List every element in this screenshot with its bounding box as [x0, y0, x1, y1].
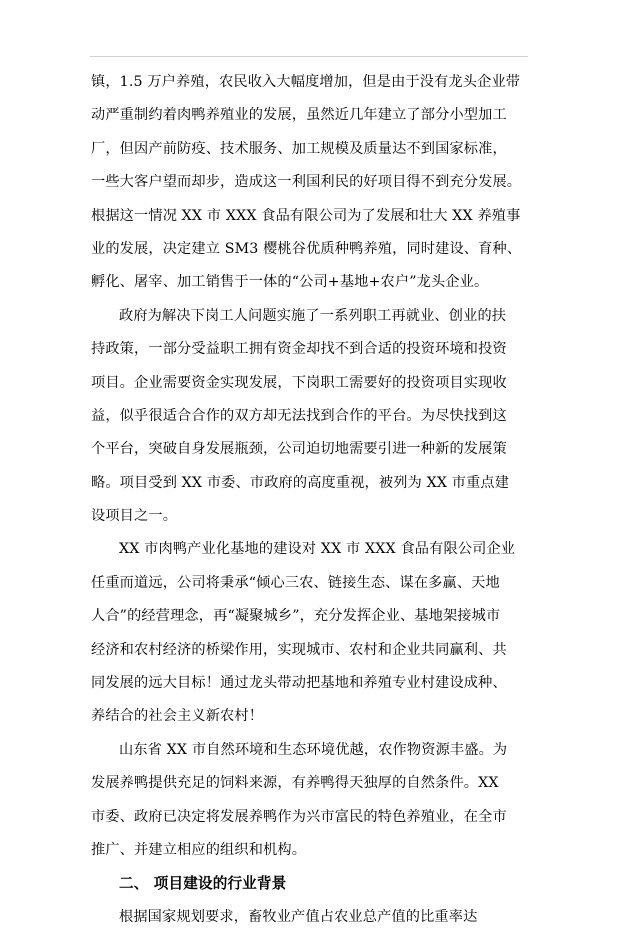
paragraph-line: XX 市肉鸭产业化基地的建设对 XX 市 XXX 食品有限公司企业	[119, 541, 516, 558]
paragraph-line: 项目。企业需要资金实现发展，下岗职工需要好的投资项目实现收	[91, 374, 507, 391]
paragraph-line: 益，似乎很适合合作的双方却无法找到合作的平台。为尽快找到这	[91, 407, 507, 424]
paragraph-line: 市委、政府已决定将发展养鸭作为兴市富民的特色养殖业，在全市	[91, 808, 507, 825]
paragraph-line: 业的发展，决定建立 SM3 樱桃谷优质种鸭养殖，同时建设、育种、	[91, 240, 522, 257]
paragraph-line: 根据国家规划要求，畜牧业产值占农业总产值的比重率达	[119, 908, 478, 925]
paragraph-line: 设项目之一。	[91, 508, 178, 525]
document-body	[91, 66, 531, 934]
paragraph-line: 推广、并建立相应的组织和机构。	[91, 841, 307, 858]
paragraph-line: 山东省 XX 市自然环境和生态环境优越，农作物资源丰盛。为	[119, 741, 508, 758]
paragraph-line: 同发展的远大目标！通过龙头带动把基地和养殖专业村建设成种、	[91, 675, 507, 692]
section-heading: 二、 项目建设的行业背景	[119, 875, 287, 893]
paragraph-line: 任重而道远，公司将秉承“倾心三农、链接生态、谋在多赢、天地	[91, 574, 500, 591]
paragraph-line: 根据这一情况 XX 市 XXX 食品有限公司为了发展和壮大 XX 养殖事	[91, 207, 521, 224]
header-rule	[90, 56, 528, 57]
paragraph-line: 厂，但因产前防疫、技术服务、加工规模及质量达不到国家标准，	[91, 140, 507, 157]
paragraph-line: 动严重制约着肉鸭养殖业的发展，虽然近几年建立了部分小型加工	[91, 107, 507, 124]
paragraph-line: 经济和农村经济的桥梁作用，实现城市、农村和企业共同赢利、共	[91, 641, 507, 658]
paragraph-line: 镇，1.5 万户养殖，农民收入大幅度增加，但是由于没有龙头企业带	[91, 74, 521, 90]
paragraph-line: 持政策，一部分受益职工拥有资金却找不到合适的投资环境和投资	[91, 341, 507, 358]
paragraph-line: 政府为解决下岗工人问题实施了一系列职工再就业、创业的扶	[119, 307, 507, 324]
paragraph-line: 养结合的社会主义新农村！	[91, 708, 264, 725]
paragraph-line: 一些大客户望而却步，造成这一利国利民的好项目得不到充分发展。	[91, 174, 522, 191]
paragraph-line: 略。项目受到 XX 市委、市政府的高度重视，被列为 XX 市重点建	[91, 474, 510, 491]
paragraph-line: 发展养鸭提供充足的饲料来源，有养鸭得天独厚的自然条件。XX	[91, 775, 499, 792]
paragraph-line: 孵化、屠宰、加工销售于一体的“公司+基地+农户”龙头企业。	[91, 274, 489, 291]
paragraph-line: 个平台，突破自身发展瓶颈，公司迫切地需要引进一种新的发展策	[91, 441, 507, 458]
paragraph-line: 人合”的经营理念，再“凝聚城乡”，充分发挥企业、基地架接城市	[91, 608, 501, 625]
